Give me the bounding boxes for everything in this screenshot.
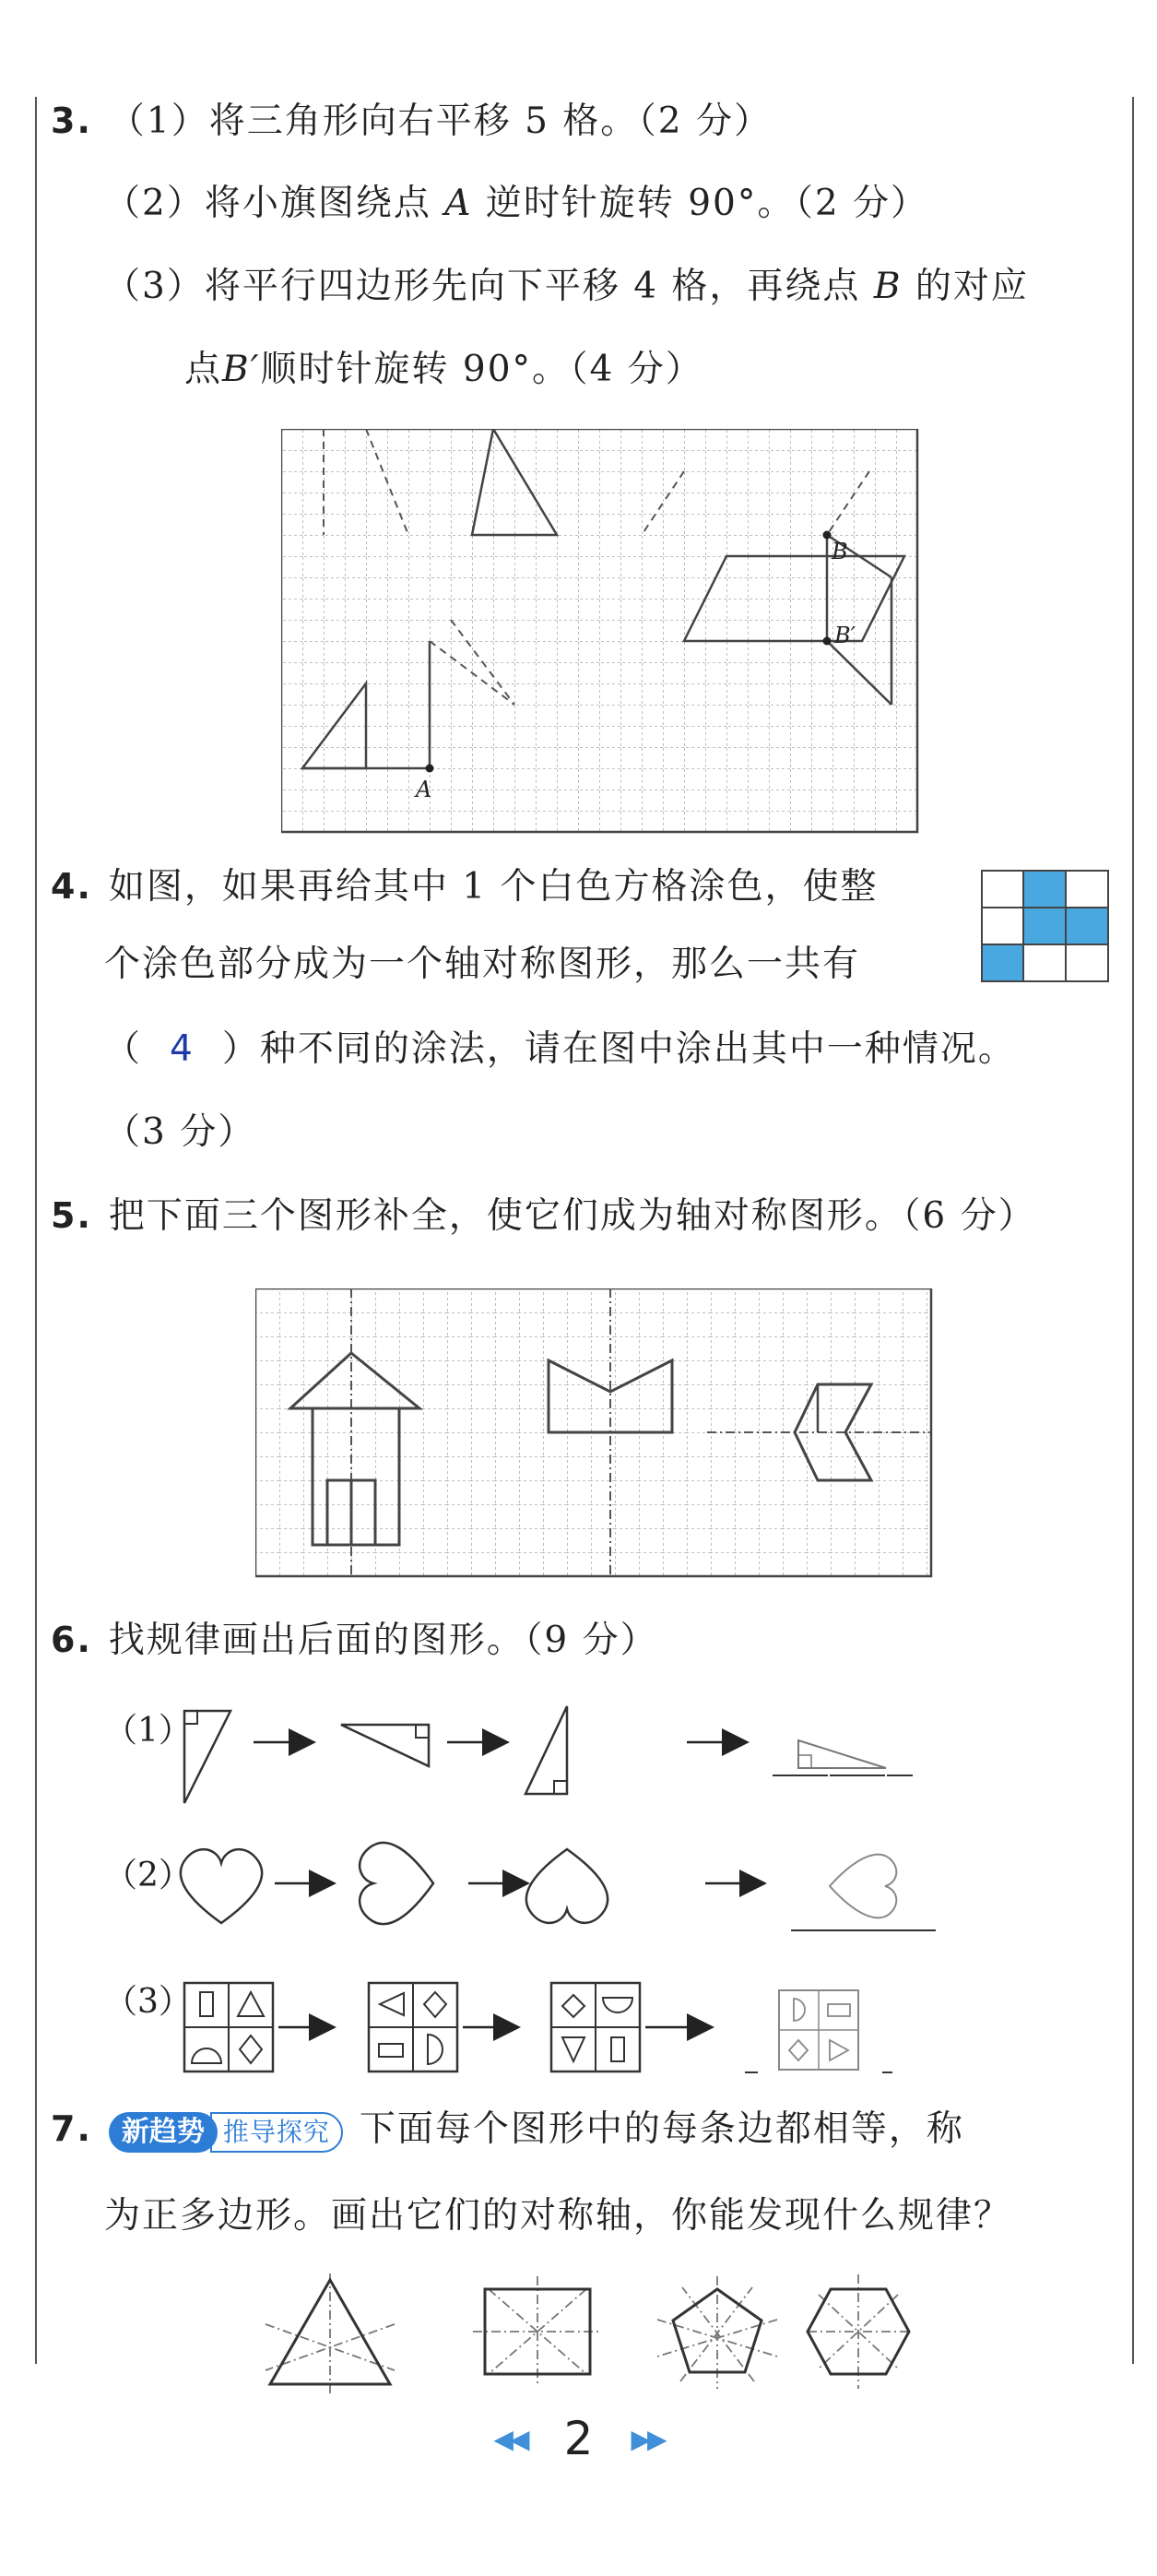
q3-part3-pre: （3）将平行四边形先向下平移 4 格，再绕点 <box>104 266 861 307</box>
cell-shaded <box>1023 908 1066 944</box>
q6-label-3: （3） <box>104 1983 192 2021</box>
q3-part2-var: A <box>444 183 473 224</box>
q5-number: 5. <box>51 1195 92 1236</box>
q4-shading-grid <box>980 869 1118 986</box>
q3-part3b-var: B′ <box>222 349 261 390</box>
q5-line <box>51 1194 1036 1238</box>
cell-shaded <box>1066 908 1108 944</box>
square-pattern-2 <box>369 1983 457 2071</box>
q6-label-2: （2） <box>104 1857 192 1894</box>
q6-line <box>51 1619 658 1662</box>
q4-line4: （3 分） <box>104 1111 256 1153</box>
right-angle-mark <box>184 1711 197 1724</box>
point-a <box>426 765 434 773</box>
square-pattern-3 <box>551 1983 640 2071</box>
q3-number: 3. <box>51 101 92 141</box>
trend-badge: 新趋势 <box>109 2112 218 2153</box>
q4-number: 4. <box>51 866 92 907</box>
q5-text: 把下面三个图形补全，使它们成为轴对称图形。（6 分） <box>108 1195 1036 1237</box>
heart-answer <box>830 1855 896 1918</box>
cell <box>1066 944 1108 981</box>
q6-number: 6. <box>51 1620 92 1660</box>
heart-2 <box>360 1843 433 1924</box>
cell <box>982 908 1023 944</box>
q4-line3 <box>104 1028 1016 1071</box>
q4-answer: 4 <box>170 1028 195 1070</box>
q5-grid-figure <box>255 1288 936 1580</box>
q4-line2: 个涂色部分成为一个轴对称图形，那么一共有 <box>104 944 861 985</box>
q4-open-paren: （ <box>104 1028 143 1070</box>
q3-part3b-pre: 点 <box>184 349 223 390</box>
q7-number: 7. <box>51 2108 92 2149</box>
left-margin-line <box>35 97 37 2364</box>
right-angle-mark <box>554 1781 567 1794</box>
q4-line3-post: ）种不同的涂法，请在图中涂出其中一种情况。 <box>221 1028 1016 1070</box>
axis-line <box>682 2287 754 2381</box>
q7-line1-text: 下面每个图形中的每条边都相等，称 <box>359 2108 964 2150</box>
q3-part3-var: B <box>873 266 903 307</box>
q4-line1 <box>51 865 879 908</box>
q6-label-1: （1） <box>104 1712 192 1750</box>
cell <box>1066 871 1108 908</box>
axis-line <box>680 2287 752 2381</box>
prev-page-icon[interactable]: ◀◀ <box>493 2423 526 2454</box>
heart-1 <box>181 1849 262 1923</box>
cell-shaded <box>1023 871 1066 908</box>
q3-part1 <box>51 100 772 143</box>
right-angle-mark <box>416 1725 429 1738</box>
q6-text: 找规律画出后面的图形。（9 分） <box>108 1620 658 1661</box>
explore-badge: 推导探究 <box>210 2112 343 2153</box>
q3-grid-figure <box>281 429 922 835</box>
cell-shaded <box>982 944 1023 981</box>
q3-part3 <box>104 266 1029 308</box>
right-angle-mark <box>798 1755 811 1768</box>
q3-part1-text: （1）将三角形向右平移 5 格。（2 分） <box>108 101 773 142</box>
label-b-prime: B′ <box>834 623 856 648</box>
q3-part3b-post: 顺时针旋转 90°。（4 分） <box>260 349 703 390</box>
point-b <box>823 531 832 540</box>
q3-part2-pre: （2）将小旗图绕点 <box>104 183 431 224</box>
label-b: B <box>832 539 848 564</box>
q4-line1-text: 如图，如果再给其中 1 个白色方格涂色，使整 <box>108 866 879 908</box>
right-margin-line <box>1132 97 1134 2364</box>
q7-polygons <box>247 2269 911 2398</box>
square-pattern-1 <box>184 1983 273 2071</box>
q3-part2-post: 逆时针旋转 90°。（2 分） <box>485 183 929 224</box>
cell <box>982 871 1023 908</box>
heart-3 <box>526 1849 608 1923</box>
point-b-prime <box>823 637 832 646</box>
q3-part3-post: 的对应 <box>915 266 1029 307</box>
q3-part2 <box>104 183 928 225</box>
q7-line1 <box>51 2107 964 2153</box>
next-page-icon[interactable]: ▶▶ <box>631 2423 664 2454</box>
q6-sequences <box>175 1692 940 2080</box>
q7-line2: 为正多边形。画出它们的对称轴，你能发现什么规律？ <box>104 2195 1012 2237</box>
label-a: A <box>416 777 432 802</box>
q3-part3-cont <box>184 349 703 391</box>
grid-border <box>281 429 917 832</box>
square-pattern-answer <box>779 1990 858 2070</box>
page-footer <box>0 2412 1157 2465</box>
page-number: 2 <box>563 2412 594 2465</box>
cell <box>1023 944 1066 981</box>
